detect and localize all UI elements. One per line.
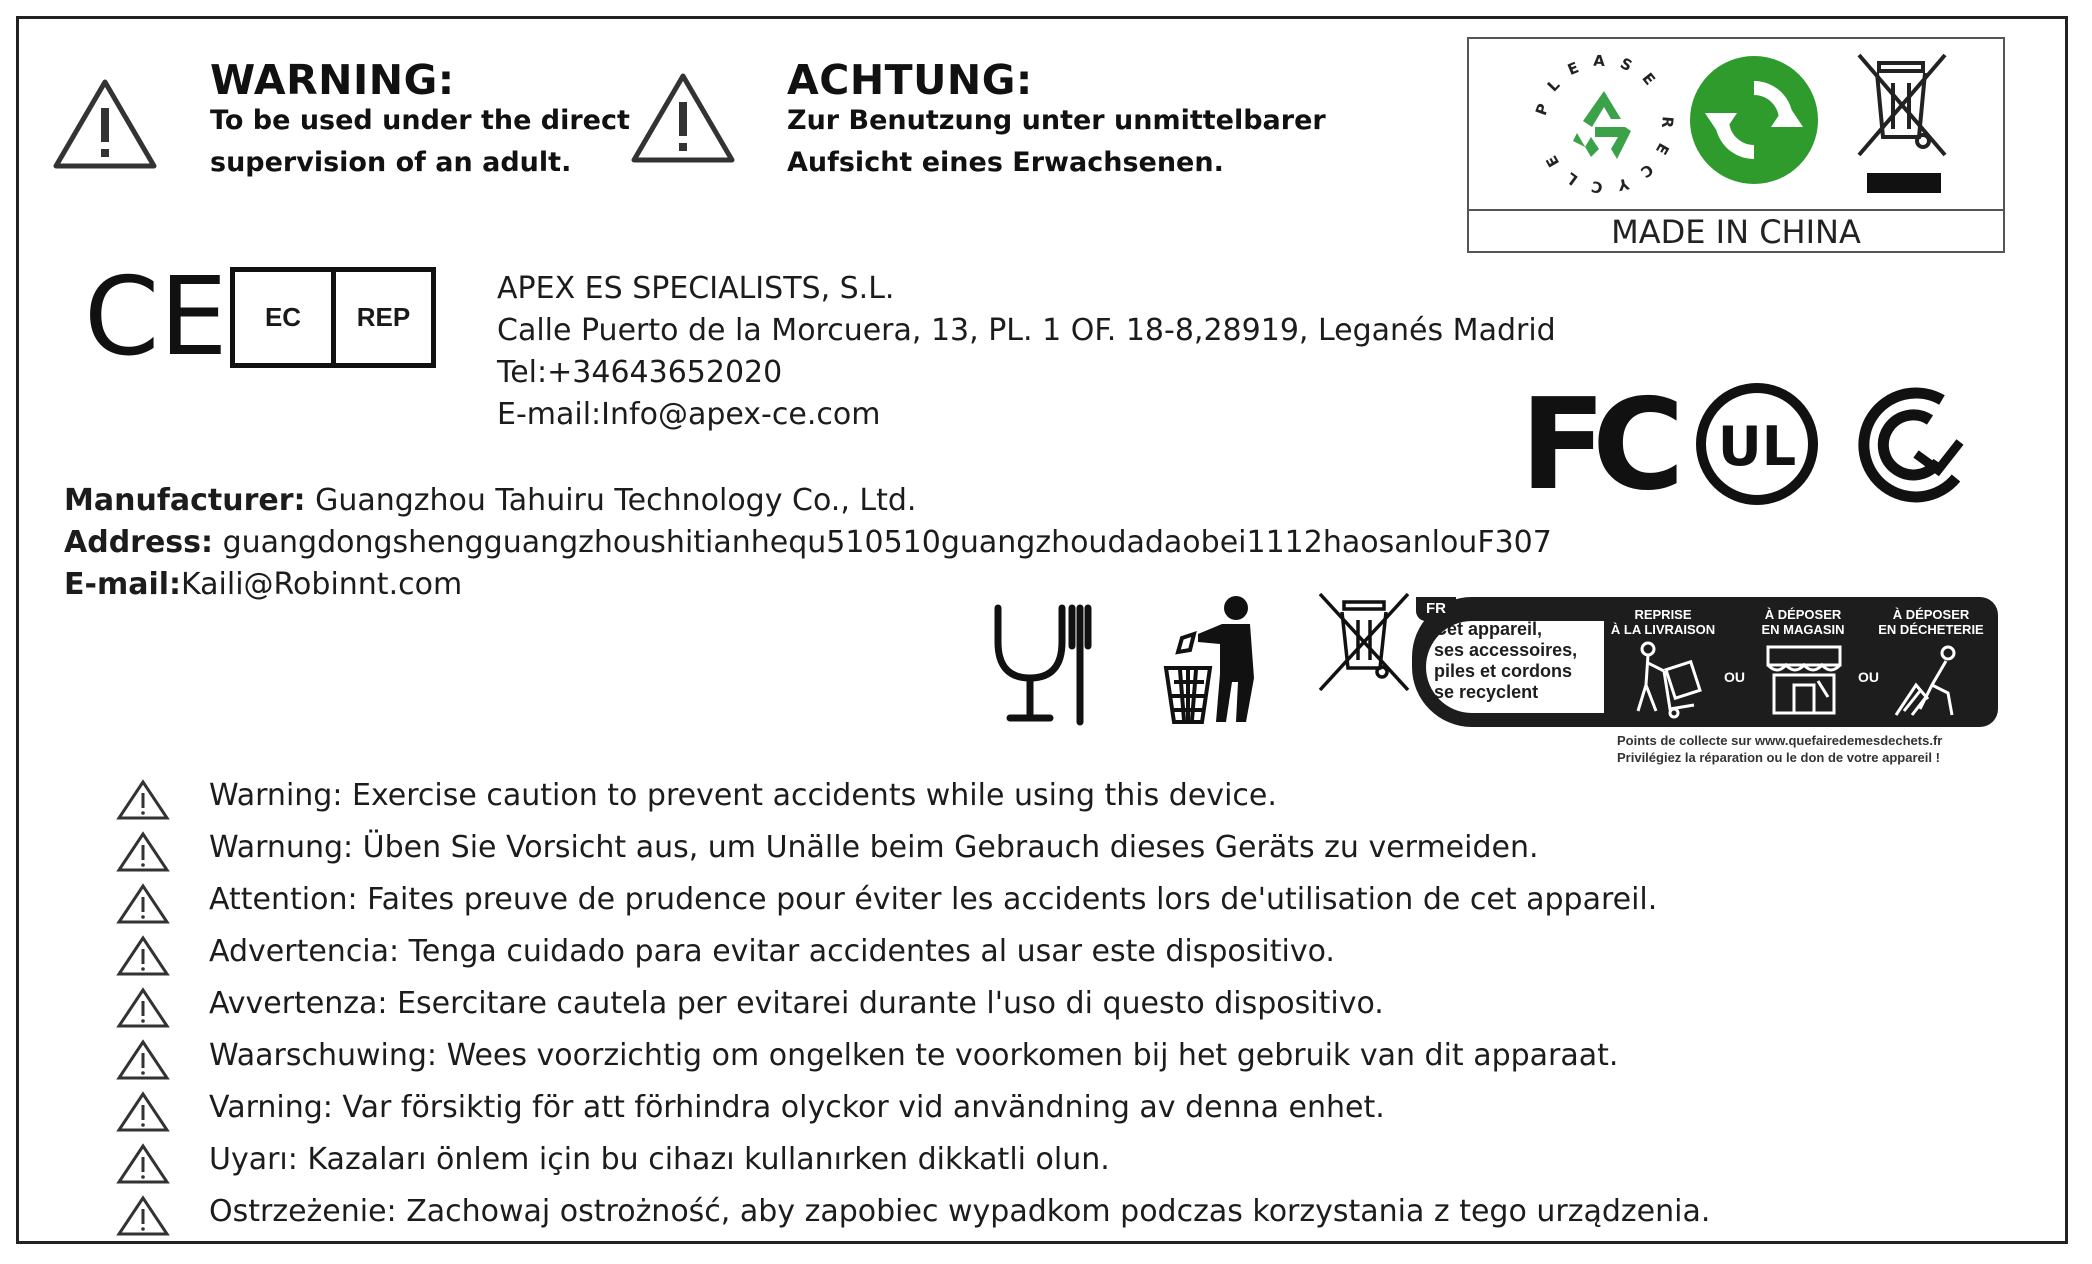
manufacturer-line: Manufacturer: Guangzhou Tahuiru Technology Co., Ltd. [64,483,917,518]
caution-triangle-icon [116,1143,170,1185]
caution-triangle-icon [116,883,170,925]
warning-heading-english: WARNING: [210,56,455,104]
delivery-trolley-icon [1634,641,1704,721]
triman-separator-1: OU [1724,669,1745,685]
triman-separator-2: OU [1858,669,1879,685]
c-tick-mark-icon [1846,376,1972,510]
caution-text-dutch: Waarschuwing: Wees voorzichtig om ongelken te voorkomen bij het gebruik van dit apparaat. [209,1038,1619,1073]
caution-text-english: Warning: Exercise caution to prevent accidents while using this device. [209,778,1277,813]
warning-text-german: Zur Benutzung unter unmittelbarer Aufsicht eines Erwachsenen. [787,105,1326,178]
ul-mark-text: UL [1717,415,1797,478]
triman-option-delivery: REPRISE À LA LIVRAISON [1610,607,1716,637]
caution-triangle-icon [116,1195,170,1237]
rep-company: APEX ES SPECIALISTS, S.L. [497,271,895,306]
triman-option-depot: À DÉPOSER EN DÉCHETERIE [1878,607,1984,637]
caution-text-spanish: Advertencia: Tenga cuidado para evitar accidentes al usar este dispositivo. [209,934,1335,969]
svg-text:PLEASE RECYCLE [1532,52,1677,197]
warning-heading-german: ACHTUNG: [787,56,1033,104]
warning-triangle-icon [50,76,160,172]
depot-drop-icon [1892,645,1972,719]
crossed-bin-icon [1853,49,1951,199]
triman-recycling-banner [1412,597,1998,727]
ec-rep-left: EC [235,272,336,363]
ce-mark-icon [84,255,228,380]
ce-mark-text: CE [84,255,228,380]
triman-footer: Points de collecte sur www.quefairedemesdechets.fr Privilégiez la réparation ou le don de votre appareil ! [1617,733,1943,765]
triman-option-store: À DÉPOSER EN MAGASIN [1761,607,1845,637]
shop-store-icon [1764,643,1844,715]
caution-triangle-icon [116,831,170,873]
caution-triangle-icon [116,1091,170,1133]
ec-rep-box [230,267,436,368]
manufacturer-block [64,480,1552,606]
achtung-triangle-icon [628,70,738,166]
caution-triangle-icon [116,987,170,1029]
caution-text-italian: Avvertenza: Esercitare cautela per evitarei durante l'uso di questo dispositivo. [209,986,1384,1021]
rep-tel: Tel:+34643652020 [497,355,783,390]
email-line: E-mail:Kaili@Robinnt.com [64,567,463,602]
warning-text-english: To be used under the direct supervision of an adult. [210,105,630,178]
food-safe-icon [990,602,1106,728]
please-recycle-text: PLEASE RECYCLE [1531,51,1677,197]
caution-text-turkish: Uyarı: Kazaları önlem için bu cihazı kullanırken dikkatli olun. [209,1142,1110,1177]
caution-text-swedish: Varning: Var försiktig för att förhindra olyckor vid användning av denna enhet. [209,1090,1385,1125]
caution-text-polish: Ostrzeżenie: Zachowaj ostrożność, aby zapobiec wypadkom podczas korzystania z tego urządzenia. [209,1194,1711,1229]
caution-triangle-icon [116,935,170,977]
weee-bin-icon [1314,590,1414,694]
eu-representative-block [497,268,1556,436]
tidyman-icon [1150,594,1274,726]
ec-rep-right: REP [356,302,411,332]
caution-text-french: Attention: Faites preuve de prudence pour éviter les accidents lors de'utilisation de cet appareil. [209,882,1658,917]
rep-email: E-mail:Info@apex-ce.com [497,397,881,432]
green-dot-icon [1687,53,1821,187]
ul-mark-icon [1694,381,1820,507]
made-in-label: MADE IN CHINA [1611,213,1861,251]
address-line: Address: guangdongshengguangzhoushitianhequ510510guangzhoudadaobei1112haosanlouF307 [64,525,1552,560]
triman-intro-text: Cet appareil, ses accessoires, piles et cordons se recyclent [1434,619,1578,702]
caution-triangle-icon [116,1039,170,1081]
fcc-mark-text: FC [1520,371,1671,518]
caution-text-german: Warnung: Üben Sie Vorsicht aus, um Unälle beim Gebrauch dieses Geräts zu vermeiden. [209,830,1539,865]
caution-triangle-icon [116,779,170,821]
recycling-panel-divider [1469,209,2003,211]
please-recycle-icon [1529,49,1679,199]
rep-address: Calle Puerto de la Morcuera, 13, PL. 1 OF. 18-8,28919, Leganés Madrid [497,313,1556,348]
recycling-panel [1467,37,2005,253]
triman-country-tag: FR [1416,597,1456,621]
